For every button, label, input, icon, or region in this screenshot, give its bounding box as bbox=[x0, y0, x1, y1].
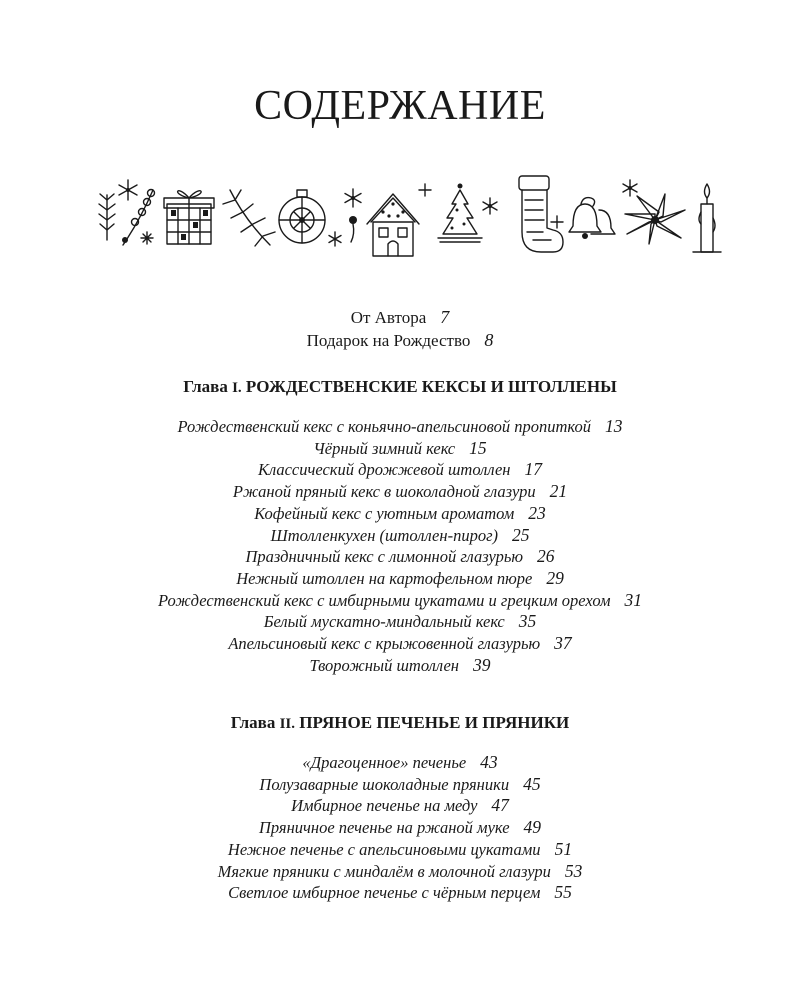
chapter-label: Глава bbox=[183, 377, 228, 396]
toc-entry[interactable] bbox=[0, 633, 800, 655]
entry-title: Творожный штоллен bbox=[309, 655, 459, 675]
recipe-list bbox=[0, 416, 800, 676]
entry-page: 43 bbox=[480, 752, 498, 772]
toc-entry[interactable] bbox=[0, 795, 800, 817]
toc-entry[interactable] bbox=[0, 438, 800, 460]
toc-entry[interactable] bbox=[0, 817, 800, 839]
entry-page: 53 bbox=[564, 860, 583, 881]
fir-branch-icon bbox=[99, 194, 115, 240]
entry-page: 29 bbox=[546, 567, 564, 588]
poinsettia-icon bbox=[625, 194, 685, 244]
toc-entry[interactable] bbox=[0, 752, 800, 774]
entry-page: 15 bbox=[469, 437, 487, 458]
chapter-1 bbox=[0, 376, 800, 676]
toc-entry[interactable] bbox=[0, 590, 800, 612]
entry-page: 21 bbox=[549, 481, 568, 502]
entry-title: Подарок на Рождество bbox=[306, 331, 471, 350]
snowflake-icon bbox=[329, 232, 341, 246]
snowflake-icon bbox=[483, 198, 497, 214]
entry-page: 17 bbox=[524, 459, 542, 480]
toc-entry[interactable] bbox=[0, 459, 800, 481]
snowflake-icon bbox=[623, 180, 637, 196]
entry-page: 23 bbox=[528, 502, 546, 523]
christmas-tree-cake-icon bbox=[438, 184, 482, 243]
christmas-stocking-icon bbox=[519, 176, 563, 252]
berry-branch-icon bbox=[122, 190, 155, 246]
entry-page: 25 bbox=[512, 524, 530, 545]
toc-entry[interactable] bbox=[0, 416, 800, 438]
entry-title: Ржаной пряный кекс в шоколадной глазури bbox=[232, 482, 536, 502]
chapter-heading[interactable] bbox=[0, 376, 800, 399]
toc-entry[interactable] bbox=[0, 861, 800, 883]
entry-page: 39 bbox=[472, 654, 491, 675]
chapter-heading[interactable] bbox=[0, 712, 800, 735]
toc-entry[interactable] bbox=[0, 774, 800, 796]
bells-icon bbox=[569, 198, 615, 239]
star-icon bbox=[551, 216, 563, 228]
snowflake-icon bbox=[119, 180, 137, 200]
chapter-number: II. bbox=[279, 716, 296, 732]
entry-title: Праздничный кекс с лимонной глазурью bbox=[245, 547, 524, 567]
chapter-title: РОЖДЕСТВЕНСКИЕ КЕКСЫ И ШТОЛЛЕНЫ bbox=[245, 377, 617, 396]
gift-box-icon bbox=[164, 191, 214, 244]
toc-entry[interactable] bbox=[0, 329, 800, 352]
entry-page: 31 bbox=[624, 589, 642, 610]
entry-page: 55 bbox=[554, 882, 572, 903]
entry-title: Белый мускатно-миндальный кекс bbox=[263, 612, 505, 632]
entry-page: 26 bbox=[537, 546, 555, 567]
entry-title: Нежный штоллен на картофельном пюре bbox=[236, 568, 533, 588]
toc-entry[interactable] bbox=[0, 306, 800, 329]
toc-entry[interactable] bbox=[0, 611, 800, 633]
bauble-icon bbox=[279, 190, 325, 243]
front-matter bbox=[0, 306, 800, 352]
entry-title: «Драгоценное» печенье bbox=[302, 753, 467, 772]
entry-title: Апельсиновый кекс с крыжовенной глазурью bbox=[228, 634, 541, 654]
gingerbread-house-icon bbox=[367, 194, 419, 256]
chapter-title: ПРЯНОЕ ПЕЧЕНЬЕ И ПРЯНИКИ bbox=[299, 713, 570, 732]
entry-title: Кофейный кекс с уютным ароматом bbox=[254, 503, 515, 523]
entry-page: 13 bbox=[604, 416, 623, 436]
toc-entry[interactable] bbox=[0, 568, 800, 590]
toc-entry[interactable] bbox=[0, 839, 800, 861]
entry-page: 49 bbox=[523, 817, 542, 838]
entry-page: 51 bbox=[554, 838, 573, 859]
entry-title: Имбирное печенье на меду bbox=[291, 796, 478, 816]
entry-title: Чёрный зимний кекс bbox=[313, 438, 456, 458]
entry-page: 8 bbox=[484, 330, 494, 350]
candle-icon bbox=[693, 184, 721, 252]
entry-title: Штолленкухен (штоллен-пирог) bbox=[270, 525, 498, 545]
entry-title: От Автора bbox=[350, 308, 427, 327]
entry-page: 7 bbox=[440, 307, 450, 327]
entry-page: 47 bbox=[491, 795, 509, 816]
entry-page: 37 bbox=[554, 633, 572, 654]
entry-title: Пряничное печенье на ржаной муке bbox=[258, 818, 510, 838]
chapter-2 bbox=[0, 712, 800, 904]
entry-title: Рождественский кекс с коньячно-апельсиновой пропиткой bbox=[177, 417, 591, 436]
star-icon bbox=[419, 184, 431, 196]
toc-entry[interactable] bbox=[0, 525, 800, 547]
star-icon bbox=[141, 232, 153, 244]
entry-title: Светлое имбирное печенье с чёрным перцем bbox=[228, 883, 541, 903]
entry-title: Нежное печенье с апельсиновыми цукатами bbox=[227, 839, 541, 859]
chapter-label: Глава bbox=[230, 713, 276, 732]
page-title: СОДЕРЖАНИЕ bbox=[254, 83, 546, 129]
toc-entry[interactable] bbox=[0, 481, 800, 503]
recipe-list bbox=[0, 752, 800, 904]
chapter-number: I. bbox=[232, 380, 242, 396]
entry-title: Классический дрожжевой штоллен bbox=[258, 460, 511, 480]
flower-icon bbox=[349, 216, 357, 242]
entry-page: 35 bbox=[518, 611, 537, 632]
entry-title: Полузаварные шоколадные пряники bbox=[259, 774, 510, 794]
entry-page: 45 bbox=[523, 773, 541, 794]
pine-branch-icon bbox=[223, 190, 275, 246]
toc-entry[interactable] bbox=[0, 882, 800, 904]
entry-title: Рождественский кекс с имбирными цукатами и грецким орехом bbox=[158, 590, 611, 610]
toc-entry[interactable] bbox=[0, 546, 800, 568]
toc-entry[interactable] bbox=[0, 655, 800, 677]
christmas-ornament-row bbox=[95, 160, 725, 260]
entry-title: Мягкие пряники с миндалём в молочной глазури bbox=[217, 861, 551, 881]
snowflake-icon bbox=[345, 189, 361, 207]
toc-entry[interactable] bbox=[0, 503, 800, 525]
